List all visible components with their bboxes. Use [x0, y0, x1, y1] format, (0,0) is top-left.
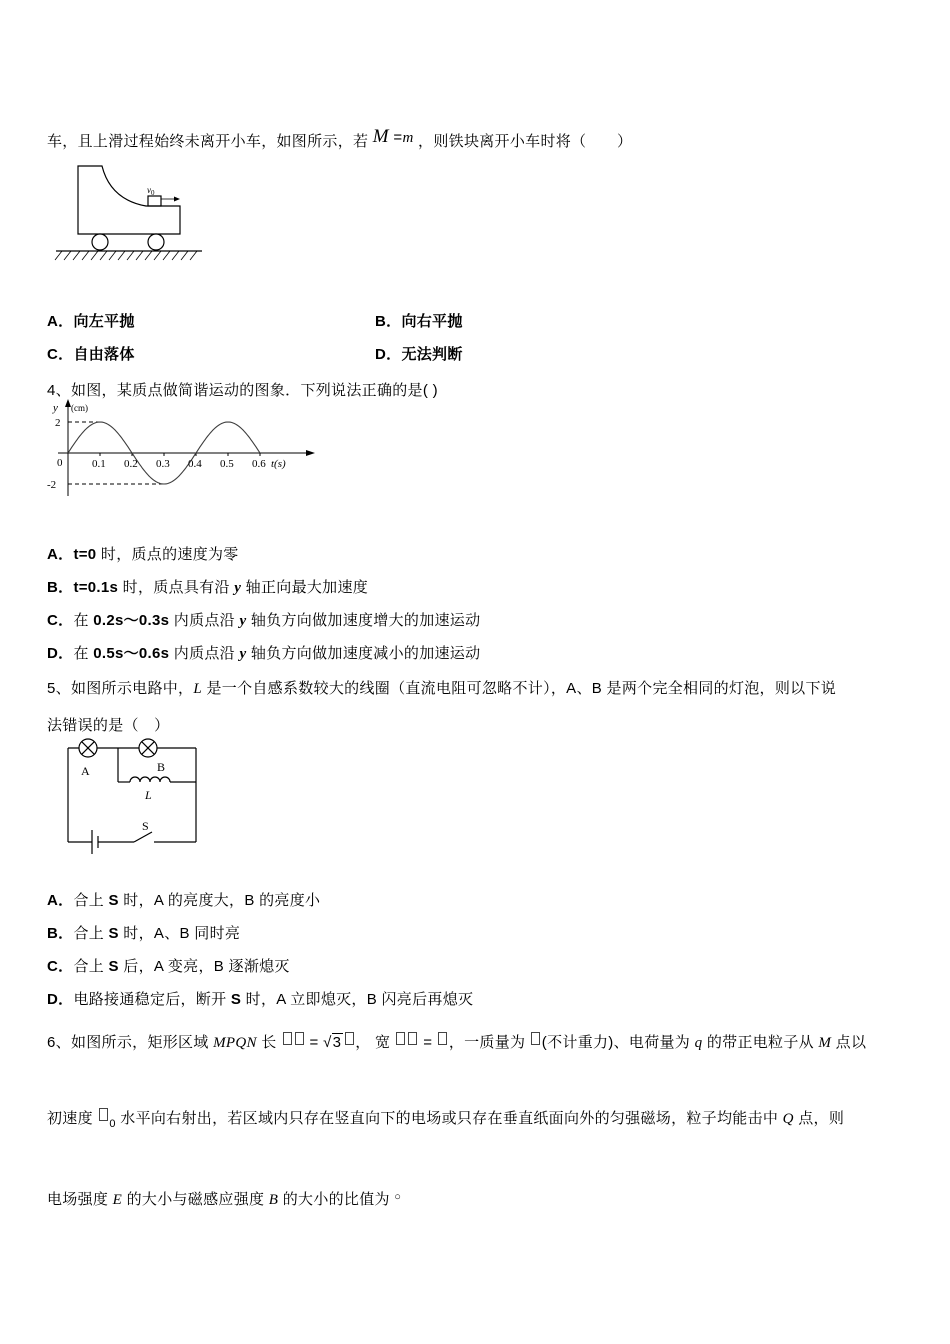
- wheel-left: [92, 234, 108, 250]
- q3-option-b: B．向右平抛: [375, 313, 463, 330]
- q4-option-b: B．t=0.1s 时，质点具有沿 y 轴正向最大加速度: [47, 579, 369, 596]
- q5-stem-line2: 法错误的是（ ）: [47, 717, 170, 734]
- lamp-b-label: B: [157, 760, 166, 774]
- battery-symbol: [92, 830, 98, 854]
- y-axis-label: y: [53, 402, 58, 414]
- x-tick-04: 0.4: [188, 458, 202, 470]
- inductor-label: L: [145, 788, 152, 802]
- circuit-wires: [68, 748, 196, 842]
- q4-option-d: D．在 0.5s～0.6s 内质点沿 y 轴负方向做加速度减小的加速运动: [47, 645, 481, 662]
- x-axis-arrow-icon: [306, 450, 315, 456]
- wave-graph-figure: [44, 396, 324, 508]
- q3-stem: 车，且上滑过程始终未离开小车，如图所示，若 M =m ，则铁块离开小车时将（ ）: [47, 126, 633, 150]
- q4-option-a: A．t=0 时，质点的速度为零: [47, 546, 239, 563]
- x-tick-02: 0.2: [124, 458, 138, 470]
- sliding-block: [148, 196, 161, 206]
- q5-option-d: D．电路接通稳定后，断开 S 时，A 立即熄灭，B 闪亮后再熄灭: [47, 991, 474, 1008]
- x-tick-01: 0.1: [92, 458, 106, 470]
- cart-figure: [48, 152, 220, 266]
- q6-stem-line1: 6、如图所示，矩形区域 MPQN 长 = √3 ， 宽 = ，一质量为 (不计重力)、电荷量为 q 的带正电粒子从 M 点以: [47, 1034, 867, 1051]
- q5-option-c: C．合上 S 后，A 变亮，B 逐渐熄灭: [47, 958, 290, 975]
- q4-stem: 4、如图，某质点做简谐运动的图象．下列说法正确的是( ): [47, 382, 438, 399]
- x-tick-03: 0.3: [156, 458, 170, 470]
- lamp-a-label: A: [81, 764, 90, 778]
- q3-option-c: C．自由落体: [47, 346, 135, 363]
- v0-label: $v_0$: [147, 185, 155, 197]
- q4-option-c: C．在 0.2s～0.3s 内质点沿 y 轴负方向做加速度增大的加速运动: [47, 612, 481, 629]
- y-axis-unit: (cm): [71, 403, 88, 413]
- cart-body: [78, 166, 180, 234]
- q3-option-d: D．无法判断: [375, 346, 463, 363]
- circuit-figure: [56, 730, 216, 860]
- y-tick-minus2: -2: [47, 479, 57, 491]
- inductor-coil: [130, 777, 170, 782]
- y-tick-plus2: 2: [55, 417, 61, 429]
- x-tick-05: 0.5: [220, 458, 234, 470]
- lamp-b-symbol: [139, 739, 157, 757]
- ground-hatch: [55, 251, 197, 260]
- origin-label: 0: [57, 457, 63, 469]
- lamp-a-symbol: [79, 739, 97, 757]
- x-axis-label: t(s): [271, 458, 286, 470]
- q6-stem-line2: 初速度 $_0$ 水平向右射出，若区域内只存在竖直向下的电场或只存在垂直纸面向外的匀强磁场，粒子均能击中 Q 点，则: [47, 1110, 845, 1130]
- q6-stem-line3: 电场强度 E 的大小与磁感应强度 B 的大小的比值为 ○: [47, 1191, 402, 1208]
- switch-label: S: [142, 819, 149, 833]
- q3-option-a: A．向左平抛: [47, 313, 135, 330]
- q5-option-a: A．合上 S 时，A 的亮度大，B 的亮度小: [47, 892, 321, 909]
- switch-blade: [134, 832, 152, 842]
- v0-arrowhead-icon: [174, 197, 180, 202]
- q5-option-b: B．合上 S 时，A、B 同时亮: [47, 925, 241, 942]
- q5-stem-line1: 5、如图所示电路中，L 是一个自感系数较大的线圈（直流电阻可忽略不计），A、B 是两个完全相同的灯泡，则以下说: [47, 680, 837, 697]
- wheel-right: [148, 234, 164, 250]
- x-tick-06: 0.6: [252, 458, 266, 470]
